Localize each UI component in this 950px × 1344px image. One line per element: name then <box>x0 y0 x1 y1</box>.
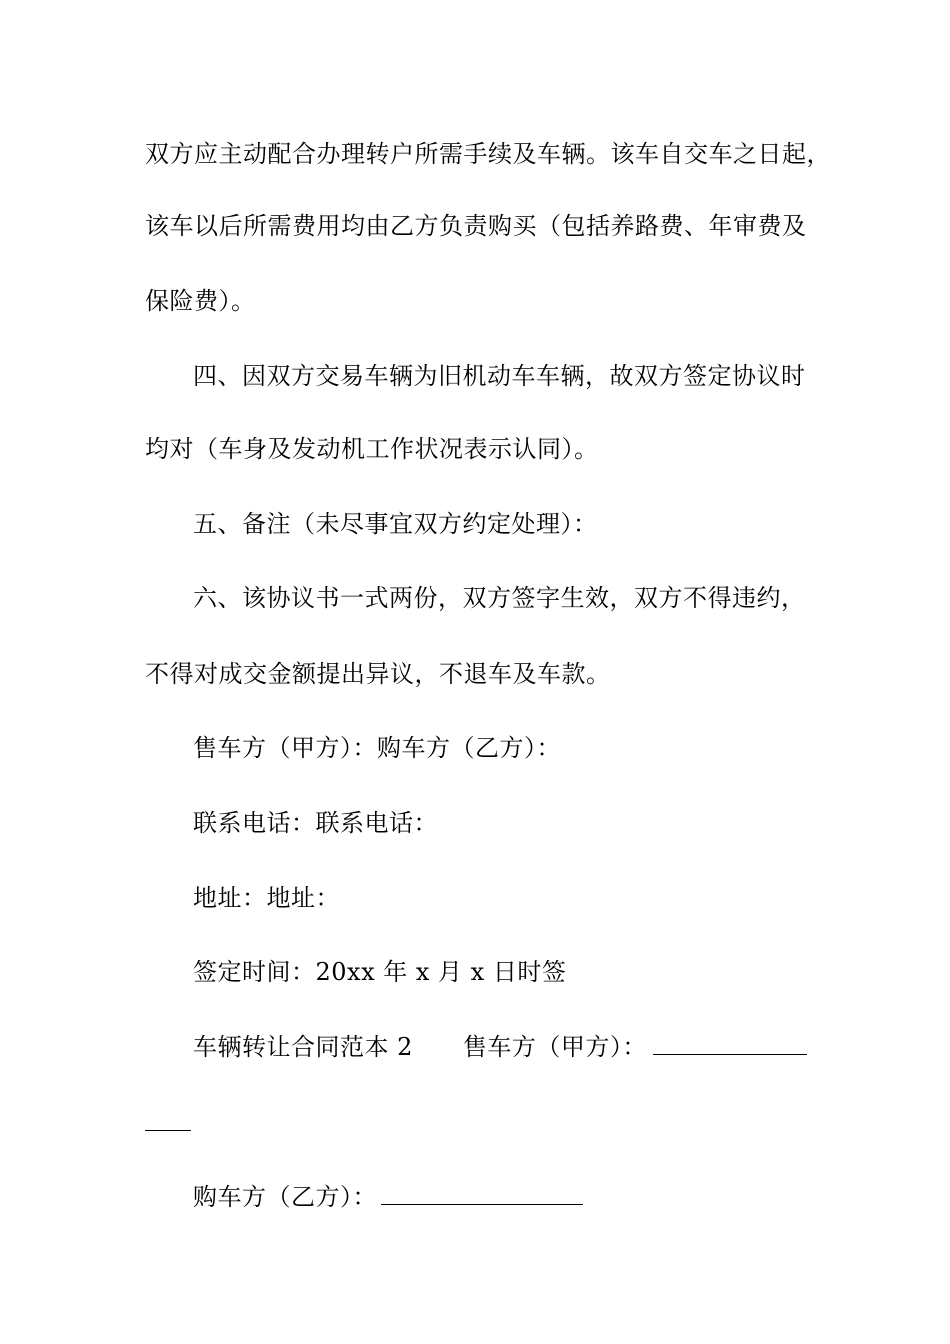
paragraph-line: 该车以后所需费用均由乙方负责购买（包括养路费、年审费及 <box>145 212 807 240</box>
seller-blank-continuation <box>145 1106 191 1139</box>
buyer-row <box>193 1180 583 1213</box>
clause-six: 六、该协议书一式两份，双方签字生效，双方不得违约， <box>193 584 806 612</box>
paragraph-line: 保险费）。 <box>145 287 256 315</box>
paragraph-line: 不得对成交金额提出异议，不退车及车款。 <box>145 660 611 688</box>
phone-labels: 联系电话：联系电话： <box>193 809 438 837</box>
section-title: 车辆转让合同范本 2 <box>193 1033 413 1061</box>
address-labels: 地址：地址： <box>193 884 340 912</box>
paragraph-line: 均对（车身及发动机工作状况表示认同）。 <box>145 435 599 463</box>
paragraph-line: 双方应主动配合办理转户所需手续及车辆。该车自交车之日起， <box>145 140 831 168</box>
seller-label: 售车方（甲方）： <box>462 1033 647 1061</box>
sign-date-line: 签定时间：20xx 年 x 月 x 日时签 <box>193 958 567 986</box>
seller-blank-tail <box>145 1106 191 1131</box>
party-labels: 售车方（甲方）：购车方（乙方）： <box>193 734 561 762</box>
clause-four: 四、因双方交易车辆为旧机动车车辆，故双方签定协议时 <box>193 362 806 390</box>
buyer-label: 购车方（乙方）： <box>193 1183 377 1211</box>
contract-title-row <box>193 1030 807 1063</box>
buyer-blank <box>381 1180 583 1205</box>
seller-blank <box>653 1030 807 1055</box>
clause-five: 五、备注（未尽事宜双方约定处理）： <box>193 510 598 538</box>
